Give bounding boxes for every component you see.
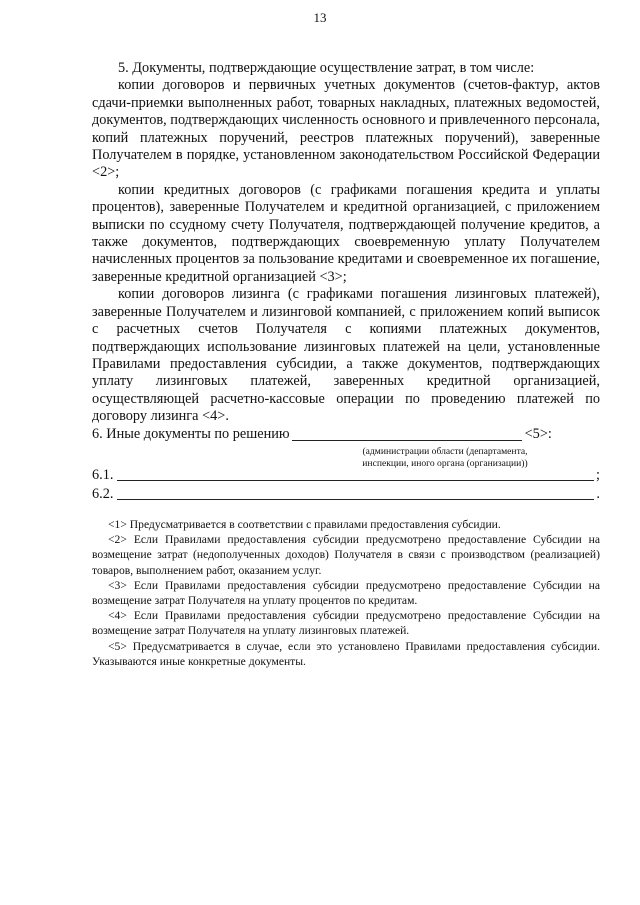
paragraph-leasing-contracts: копии договоров лизинга (с графиками погашения лизинговых платежей), заверенные Получателем и лизинговой компанией, с приложением копий выписок с расчетных счетов Получателя с копиями платежных документов, подтверждающих использование лизинговых платежей на цели, установленные Правилами предоставления субсидии, а также документов, подтверждающих уплату лизинговых платежей, заверенных кредитной организацией, осуществляющей расчетно-кассовые операции по проведению платежей по договору лизинга <4>. [92,286,600,425]
item-6-footnote-ref: <5>: [524,425,552,442]
footnote-3: <3> Если Правилами предоставления субсидии предусмотрено предоставление Субсидии на возмещение затрат Получателя на уплату процентов по кредитам. [92,578,600,608]
footnote-4: <4> Если Правилами предоставления субсидии предусмотрено предоставление Субсидии на возмещение затрат Получателя на уплату лизинговых платежей. [92,609,600,638]
subitem-end: . [596,486,600,502]
subitem-6-1 [92,467,600,484]
item-6-blank-line [292,426,522,441]
main-text [92,60,600,443]
footnote-5: <5> Предусматривается в случае, если это установлено Правилами предоставления субсидии. Указываются иные конкретные документы. [92,639,600,668]
hint-line-2: инспекции, иного органа (организации)) [362,458,528,469]
footnote-1: <1> Предусматривается в соответствии с правилами предоставления субсидии. [108,518,501,531]
subitem-6-2 [92,486,600,503]
footnotes [92,517,600,669]
subitem-label: 6.2. [92,486,114,502]
hint-line-1: (администрации области (департамента, [362,446,528,457]
footnote-2: <2> Если Правилами предоставления субсидии предусмотрено предоставление Субсидии на возмещение затрат (недополученных доходов) Получателя в связи с производством (реализацией) товаров, выполнением работ, оказанием услуг. [92,533,600,577]
subitem-end: ; [596,467,600,483]
item-6-label: 6. Иные документы по решению [92,425,290,442]
subitem-blank-line [117,487,594,500]
subitem-blank-line [117,468,594,481]
item-6-line [92,426,600,443]
page-number: 13 [313,10,327,25]
paragraph-primary-documents: копии договоров и первичных учетных документов (счетов-фактур, актов сдачи-приемки выполненных работ, товарных накладных, платежных ведомостей, документов, подтверждающих численность основного и привлеченного персонала, копий платежных поручений, реестров платежных поручений), заверенные Получателем в порядке, установленном законодательством Российской Федерации <2>; [92,77,600,181]
subitem-label: 6.1. [92,467,114,483]
paragraph-credit-contracts: копии кредитных договоров (с графиками погашения кредита и уплаты процентов), заверенные Получателем и кредитной организацией, с приложением выписки по ссудному счету Получателя, подтверждающей получение кредитов, а также документов, подтверждающих своевременную уплату Получателем начисленных процентов за пользование кредитами и своевременное их погашение, заверенные кредитной организацией <3>; [92,181,600,285]
paragraph-item-5: 5. Документы, подтверждающие осуществление затрат, в том числе: [118,60,535,76]
